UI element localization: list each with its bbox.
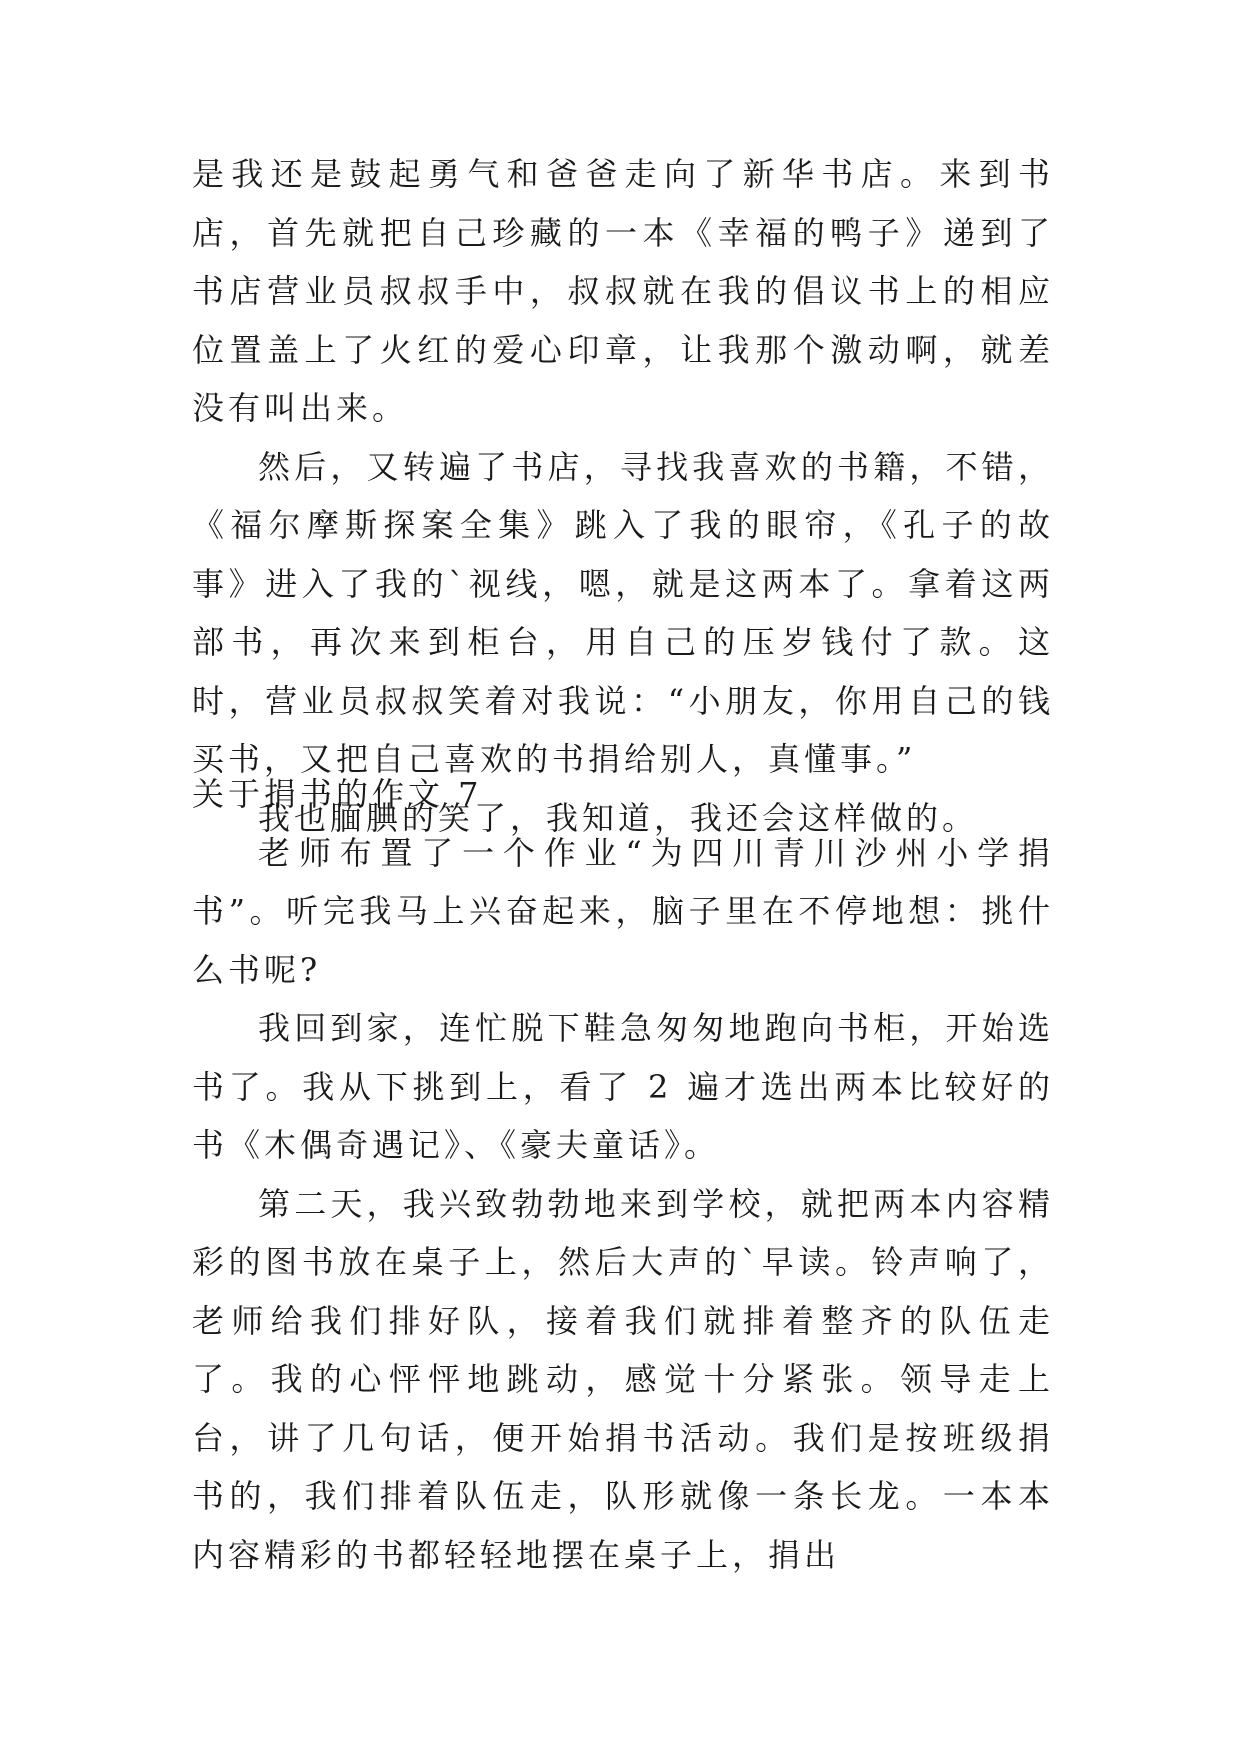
paragraph-5: 我回到家，连忙脱下鞋急匆匆地跑向书柜，开始选书了。我从下挑到上，看了 2 遍才选出两本比较好的书《木偶奇遇记》、《豪夫童话》。 xyxy=(192,1009,1054,1164)
paragraph-3: 我也腼腆的笑了，我知道，我还会这样做的。 xyxy=(258,798,979,837)
text-block-bottom xyxy=(192,765,1054,1584)
text-block-top xyxy=(192,145,1054,847)
paragraph-1: 是我还是鼓起勇气和爸爸走向了新华书店。来到书店，首先就把自己珍藏的一本《幸福的鸭子》递到了书店营业员叔叔手中，叔叔就在我的倡议书上的相应位置盖上了火红的爱心印章，让我那个激动啊，就差没有叫出来。 xyxy=(192,155,1054,427)
paragraph-6: 第二天，我兴致勃勃地来到学校，就把两本内容精彩的图书放在桌子上，然后大声的`早读。铃声响了，老师给我们排好队，接着我们就排着整齐的队伍走了。我的心怦怦地跳动，感觉十分紧张。领导走上台，讲了几句话，便开始捐书活动。我们是按班级捐书的，我们排着队伍走，队形就像一条长龙。一本本内容精彩的书都轻轻地摆在桌子上，捐出 xyxy=(192,1184,1054,1574)
paragraph-2: 然后，又转遍了书店，寻找我喜欢的书籍，不错，《福尔摩斯探案全集》跳入了我的眼帘，《孔子的故事》进入了我的`视线，嗯，就是这两本了。拿着这两部书，再次来到柜台，用自己的压岁钱付了款。这时，营业员叔叔笑着对我说：“小朋友，你用自己的钱买书，又把自己喜欢的书捐给别人，真懂事。” xyxy=(192,447,1054,778)
paragraph-4: 老师布置了一个作业“为四川青川沙州小学捐书”。听完我马上兴奋起来，脑子里在不停地想：挑什么书呢? xyxy=(192,833,1054,989)
section-heading: 关于捐书的作文 7 xyxy=(192,775,483,813)
